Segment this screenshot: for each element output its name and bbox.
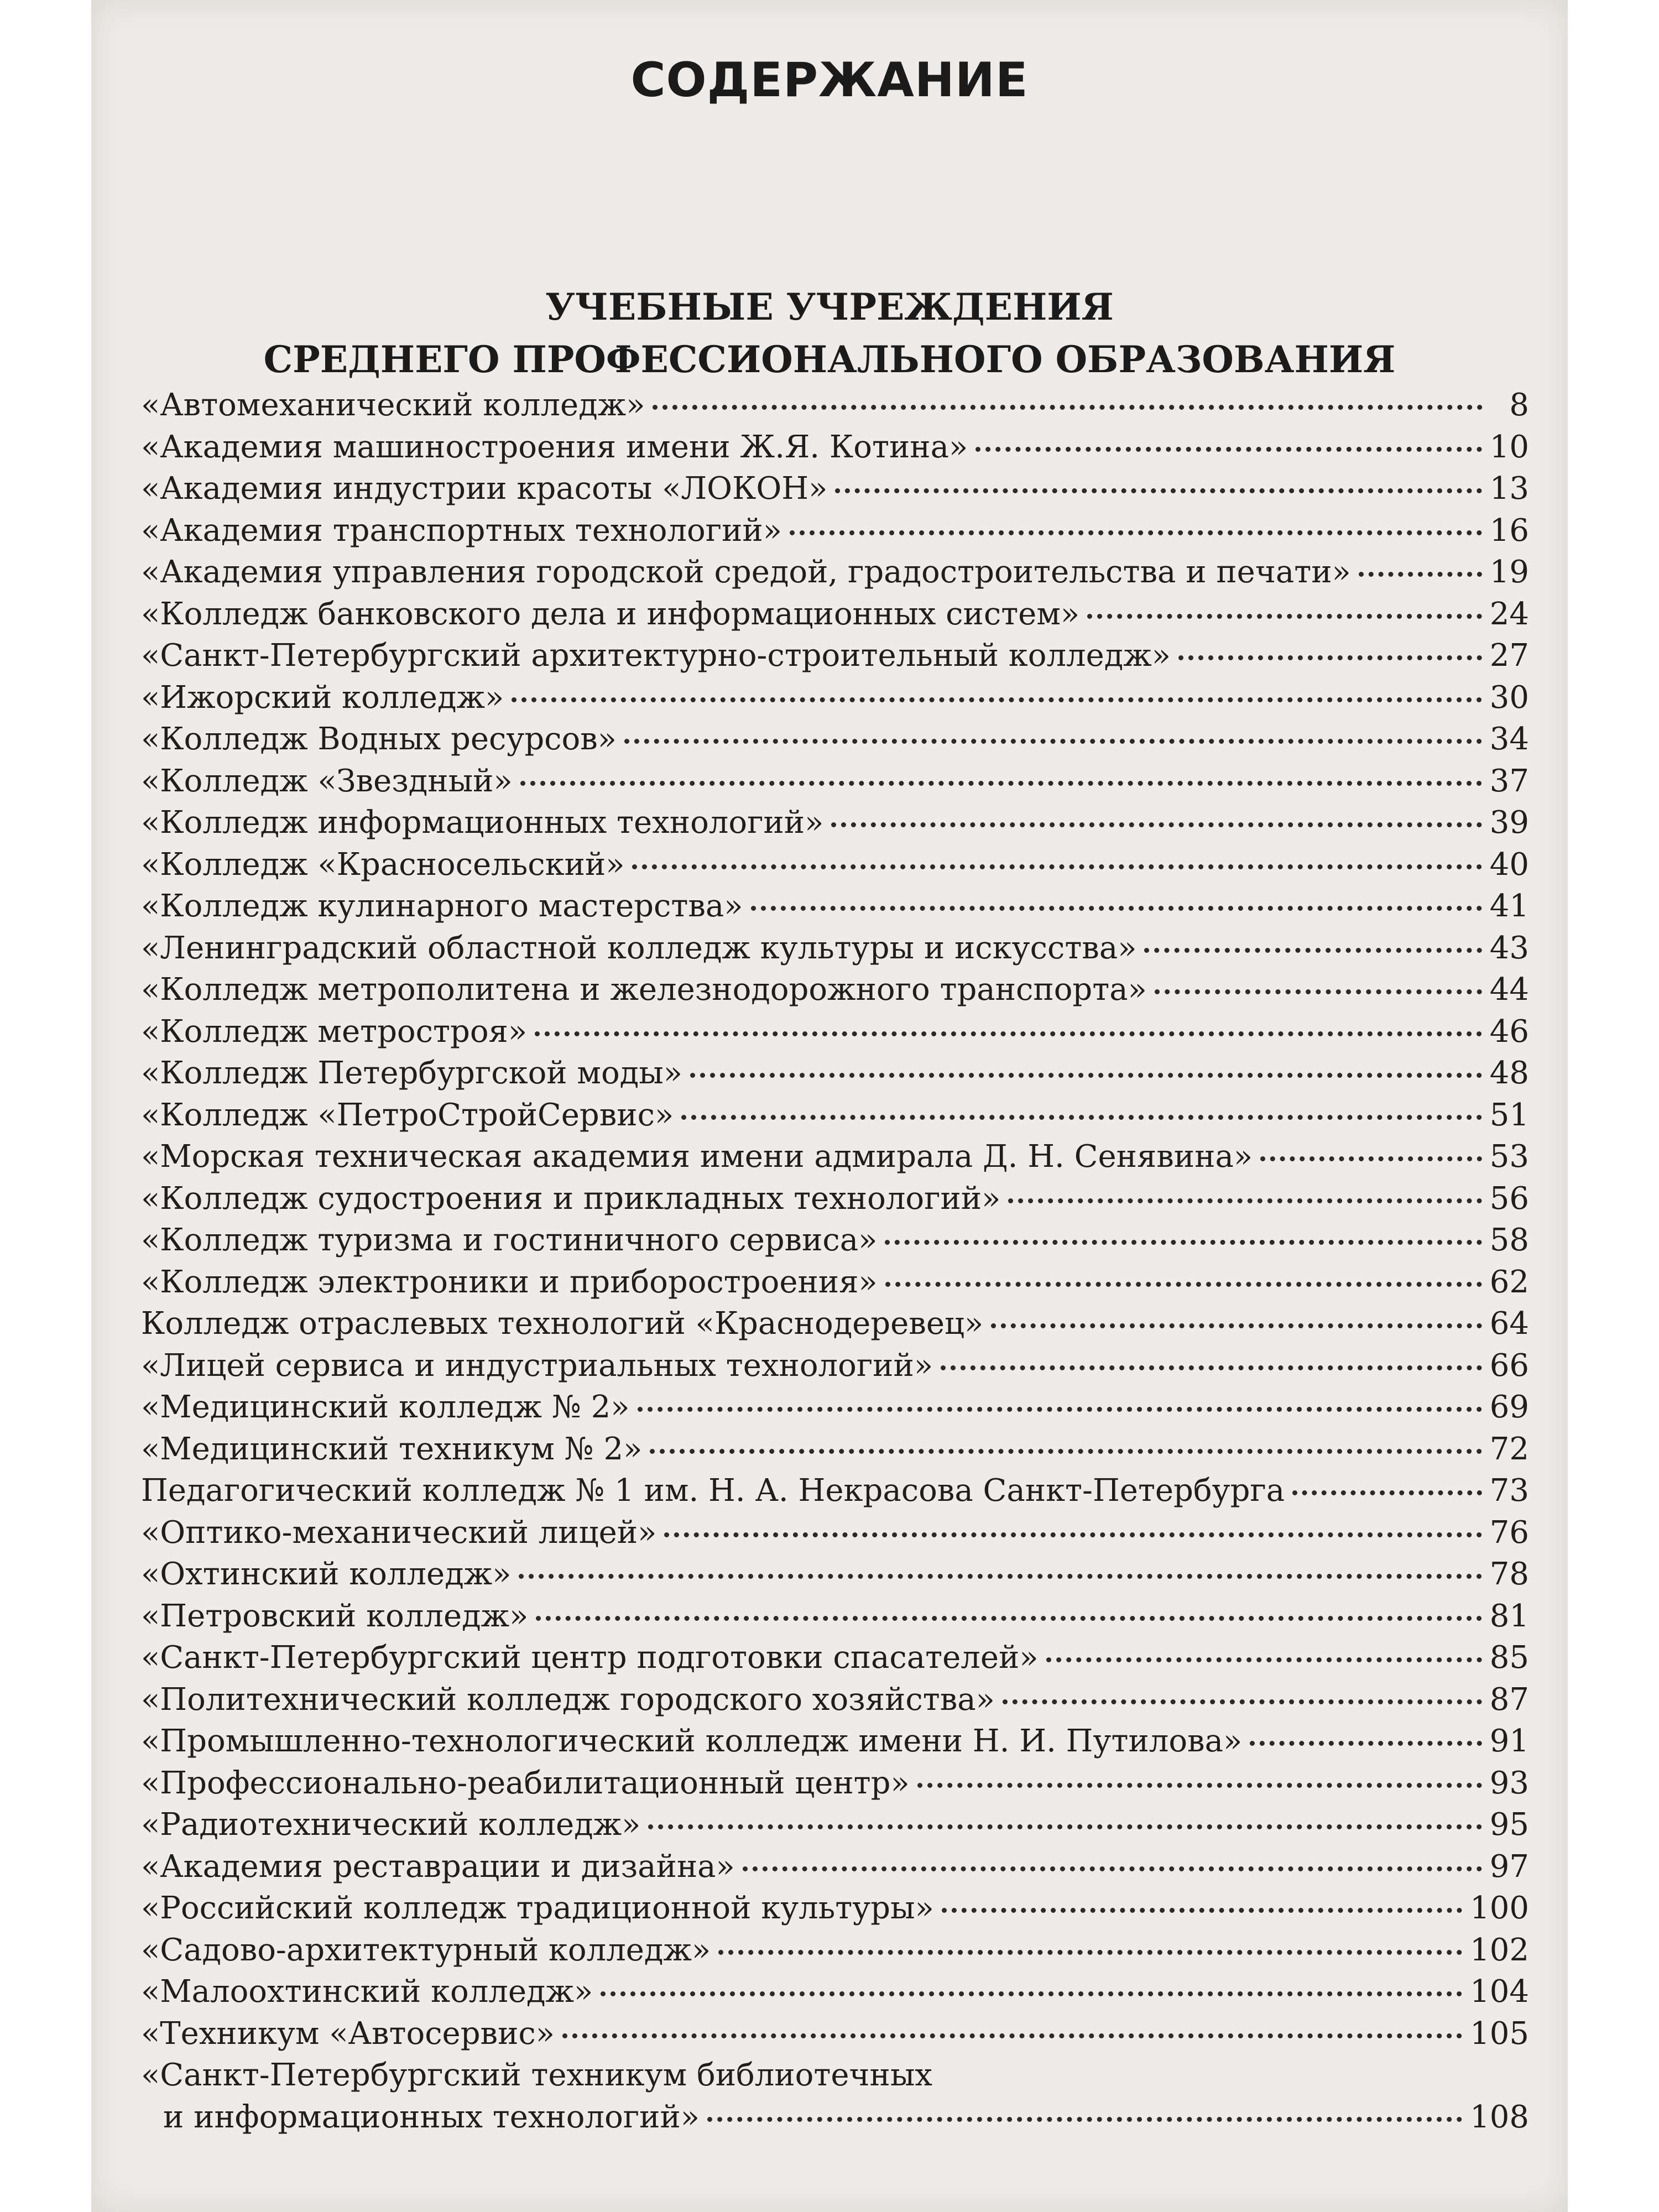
toc-entry-title: «Колледж «ПетроСтройСервис» <box>141 1097 674 1133</box>
toc-entry-page: 39 <box>1489 805 1529 841</box>
dot-leader <box>942 1908 1462 1913</box>
toc-entry <box>141 930 1529 972</box>
toc-entry-title: «Колледж «Звездный» <box>141 763 513 799</box>
toc-entry-title: Колледж отраслевых технологий «Краснодеревец» <box>141 1306 984 1342</box>
toc-entry-page: 46 <box>1489 1013 1529 1050</box>
toc-entry-title: «Колледж Водных ресурсов» <box>141 721 617 757</box>
dot-leader <box>520 781 1482 786</box>
toc-entry-page: 108 <box>1470 2099 1529 2135</box>
toc-entry-page: 69 <box>1489 1389 1529 1425</box>
toc-entry-title: «Радиотехнический колледж» <box>141 1807 641 1843</box>
toc-entry-title: «Колледж «Красносельский» <box>141 846 625 883</box>
toc-entry <box>141 763 1529 805</box>
toc-entry <box>141 1348 1529 1390</box>
dot-leader <box>535 1031 1482 1036</box>
dot-leader <box>1292 1490 1482 1495</box>
dot-leader <box>1260 1156 1482 1161</box>
toc-entry-page: 51 <box>1489 1097 1529 1133</box>
toc-entry <box>141 1849 1529 1891</box>
toc-entry-page: 73 <box>1489 1473 1529 1509</box>
dot-leader <box>1046 1657 1482 1662</box>
toc-entry-title: «Колледж электроники и приборостроения» <box>141 1264 878 1300</box>
toc-entry <box>141 638 1529 680</box>
dot-leader <box>1250 1741 1482 1746</box>
toc-entry <box>141 1389 1529 1431</box>
dot-leader <box>512 697 1481 702</box>
toc-entry-page: 95 <box>1489 1807 1529 1843</box>
toc-entry-page: 76 <box>1489 1514 1529 1551</box>
toc-entry-page: 53 <box>1489 1139 1529 1175</box>
toc-entry-page: 58 <box>1489 1222 1529 1258</box>
toc-entry-page: 48 <box>1489 1055 1529 1091</box>
toc-entry <box>141 1431 1529 1473</box>
toc-entry-page: 66 <box>1489 1347 1529 1384</box>
toc-entry-title: «Ижорский колледж» <box>141 679 504 716</box>
dot-leader <box>632 864 1481 869</box>
toc-entry <box>141 805 1529 847</box>
toc-entry-page: 85 <box>1489 1640 1529 1676</box>
dot-leader <box>650 1449 1481 1454</box>
toc-entry <box>141 1640 1529 1682</box>
toc-entry-page: 19 <box>1489 554 1529 590</box>
dot-leader <box>718 1950 1462 1955</box>
dot-leader <box>975 447 1481 452</box>
dot-leader <box>790 530 1482 535</box>
toc-entry-title: «Санкт-Петербургский архитектурно-строительный колледж» <box>141 638 1171 674</box>
toc-entry <box>141 1890 1529 1932</box>
toc-entry-title: «Академия управления городской средой, градостроительства и печати» <box>141 554 1351 590</box>
dot-leader <box>681 1115 1482 1120</box>
dot-leader <box>941 1365 1482 1370</box>
toc-entry <box>141 1139 1529 1181</box>
toc-entry-title: «Ленинградский областной колледж культуры и искусства» <box>141 930 1137 966</box>
toc-entry-page: 10 <box>1489 429 1529 465</box>
dot-leader <box>1087 614 1482 619</box>
toc-entry-title: «Политехнический колледж городского хозяйства» <box>141 1681 995 1718</box>
toc-entry <box>141 680 1529 722</box>
toc-entry-page: 64 <box>1489 1306 1529 1342</box>
toc-entry <box>141 847 1529 889</box>
dot-leader <box>917 1783 1482 1788</box>
toc-entry-page: 34 <box>1489 721 1529 757</box>
toc-entry <box>141 1097 1529 1139</box>
toc-entry <box>141 387 1529 429</box>
toc-entry-title: «Колледж метрополитена и железнодорожного транспорта» <box>141 972 1147 1008</box>
table-of-contents <box>141 387 1529 2141</box>
toc-entry-page: 37 <box>1489 763 1529 799</box>
dot-leader <box>991 1323 1481 1328</box>
toc-entry-title: «Академия реставрации и дизайна» <box>141 1848 735 1885</box>
toc-entry-page: 41 <box>1489 888 1529 924</box>
dot-leader <box>1178 655 1482 660</box>
toc-entry-page: 97 <box>1489 1848 1529 1885</box>
toc-entry-title: «Колледж кулинарного мастерства» <box>141 888 743 924</box>
toc-entry <box>141 1264 1529 1306</box>
dot-leader <box>743 1866 1482 1871</box>
toc-entry-title: «Садово-архитектурный колледж» <box>141 1932 711 1968</box>
toc-entry-page: 62 <box>1489 1264 1529 1300</box>
toc-entry-title: «Санкт-Петербургский центр подготовки спасателей» <box>141 1640 1039 1676</box>
toc-entry-page: 24 <box>1489 596 1529 632</box>
toc-entry-title: «Колледж метростроя» <box>141 1013 528 1050</box>
toc-entry-title: «Медицинский техникум № 2» <box>141 1431 643 1467</box>
toc-entry-title: «Морская техническая академия имени адмирала Д. Н. Сенявина» <box>141 1139 1253 1175</box>
dot-leader <box>1003 1699 1482 1704</box>
toc-entry <box>141 721 1529 763</box>
toc-entry-page: 43 <box>1489 930 1529 966</box>
toc-entry-page: 100 <box>1470 1890 1529 1926</box>
toc-entry-title: «Академия индустрии красоты «ЛОКОН» <box>141 471 828 507</box>
toc-entry-page: 72 <box>1489 1431 1529 1467</box>
toc-entry <box>141 554 1529 596</box>
toc-entry <box>141 1181 1529 1223</box>
toc-entry-title: «Колледж информационных технологий» <box>141 805 824 841</box>
toc-entry-title: «Российский колледж традиционной культуры» <box>141 1890 934 1926</box>
dot-leader <box>562 2033 1462 2038</box>
dot-leader <box>751 906 1482 911</box>
dot-leader <box>601 1991 1462 1996</box>
toc-entry <box>141 1556 1529 1598</box>
toc-entry-title-line-1: «Санкт-Петербургский техникум библиотечных <box>141 2057 932 2093</box>
toc-entry <box>141 888 1529 930</box>
toc-entry-page: 105 <box>1470 2015 1529 2052</box>
toc-entry-title: Педагогический колледж № 1 им. Н. А. Некрасова Санкт-Петербурга <box>141 1473 1285 1509</box>
dot-leader <box>624 739 1482 744</box>
dot-leader <box>1155 989 1482 994</box>
toc-entry-page: 44 <box>1489 972 1529 1008</box>
toc-entry-title: «Колледж банковского дела и информационных систем» <box>141 596 1080 632</box>
toc-entry <box>141 429 1529 471</box>
toc-entry <box>141 1932 1529 1974</box>
toc-entry-page: 93 <box>1489 1765 1529 1801</box>
toc-entry <box>141 1473 1529 1515</box>
toc-entry-title: «Колледж Петербургской моды» <box>141 1055 682 1091</box>
toc-entry-page: 56 <box>1489 1180 1529 1217</box>
toc-entry <box>141 1807 1529 1849</box>
toc-entry-title: «Колледж туризма и гостиничного сервиса» <box>141 1222 878 1258</box>
section-title-line-2: СРЕДНЕГО ПРОФЕССИОНАЛЬНОГО ОБРАЗОВАНИЯ <box>263 338 1396 381</box>
toc-entry <box>141 1055 1529 1097</box>
dot-leader <box>1359 572 1482 577</box>
section-title-line-1: УЧЕБНЫЕ УЧРЕЖДЕНИЯ <box>545 285 1114 328</box>
dot-leader <box>831 822 1481 827</box>
toc-entry-title: «Малоохтинский колледж» <box>141 1974 593 2010</box>
toc-entry <box>141 2016 1529 2058</box>
toc-entry <box>141 1682 1529 1724</box>
dot-leader <box>885 1282 1482 1287</box>
toc-entry-title: «Академия транспортных технологий» <box>141 512 782 549</box>
toc-entry-title: «Охтинский колледж» <box>141 1556 512 1592</box>
dot-leader <box>885 1240 1481 1245</box>
toc-entry-page: 87 <box>1489 1681 1529 1718</box>
toc-entry <box>141 1765 1529 1807</box>
toc-entry-page: 27 <box>1489 638 1529 674</box>
toc-entry-title: «Петровский колледж» <box>141 1598 529 1634</box>
toc-entry-title: «Колледж судостроения и прикладных технологий» <box>141 1180 1001 1217</box>
toc-entry <box>141 513 1529 555</box>
book-page <box>91 0 1568 2212</box>
dot-leader <box>653 405 1483 410</box>
toc-entry <box>141 2057 1529 2141</box>
toc-entry-title: «Техникум «Автосервис» <box>141 2015 555 2052</box>
toc-entry-page: 104 <box>1470 1974 1529 2010</box>
dot-leader <box>707 2117 1462 2122</box>
toc-entry-page: 78 <box>1489 1556 1529 1592</box>
toc-entry-title: «Профессионально-реабилитационный центр» <box>141 1765 910 1801</box>
dot-leader <box>690 1073 1482 1078</box>
toc-entry-title: «Автомеханический колледж» <box>141 387 645 423</box>
dot-leader <box>1144 948 1481 953</box>
page-title: СОДЕРЖАНИЕ <box>630 53 1029 108</box>
toc-entry-title: «Академия машиностроения имени Ж.Я. Котина» <box>141 429 968 465</box>
toc-entry-title: «Промышленно-технологический колледж имени Н. И. Путилова» <box>141 1723 1243 1759</box>
toc-entry-title: «Медицинский колледж № 2» <box>141 1389 630 1425</box>
toc-entry-title-line-2: и информационных технологий» <box>163 2099 700 2135</box>
dot-leader <box>536 1616 1481 1621</box>
toc-entry <box>141 1515 1529 1557</box>
toc-entry-page: 102 <box>1470 1932 1529 1968</box>
toc-entry-page: 30 <box>1489 679 1529 716</box>
toc-entry-page: 91 <box>1489 1723 1529 1759</box>
toc-entry <box>141 1222 1529 1264</box>
toc-entry-second-line <box>141 2099 1529 2141</box>
dot-leader <box>835 488 1481 493</box>
toc-entry <box>141 1598 1529 1640</box>
toc-entry <box>141 1306 1529 1348</box>
toc-entry-title: «Лицей сервиса и индустриальных технологий» <box>141 1347 933 1384</box>
toc-entry <box>141 972 1529 1014</box>
toc-entry-page: 16 <box>1489 512 1529 549</box>
dot-leader <box>519 1574 1481 1579</box>
dot-leader <box>664 1532 1481 1537</box>
toc-entry <box>141 1014 1529 1056</box>
toc-entry-title: «Оптико-механический лицей» <box>141 1514 657 1551</box>
toc-entry <box>141 471 1529 513</box>
toc-entry <box>141 596 1529 638</box>
toc-entry-page: 40 <box>1489 846 1529 883</box>
dot-leader <box>638 1407 1482 1412</box>
dot-leader <box>648 1824 1481 1829</box>
toc-entry-page: 13 <box>1489 471 1529 507</box>
toc-entry <box>141 1974 1529 2016</box>
toc-entry <box>141 1723 1529 1765</box>
toc-entry-page: 81 <box>1489 1598 1529 1634</box>
toc-entry-page: 8 <box>1509 387 1529 423</box>
dot-leader <box>1008 1198 1481 1203</box>
